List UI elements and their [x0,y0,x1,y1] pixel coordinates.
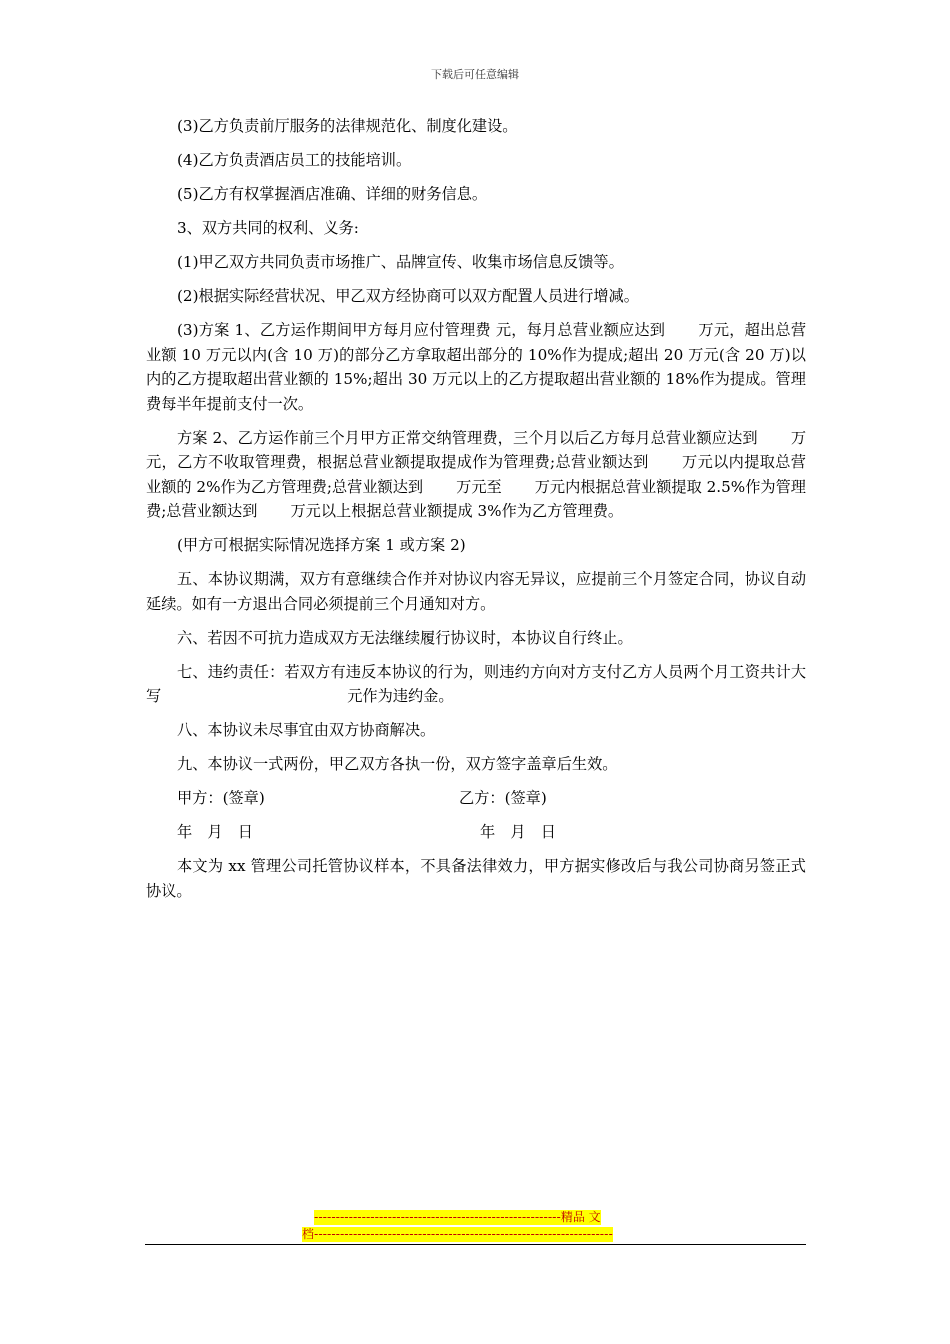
clause-7-liability [146,660,806,709]
party-b-signature: 乙方：(签章) [459,789,547,807]
clause-8-misc: 八、本协议未尽事宜由双方协商解决。 [177,721,436,739]
footer-watermark-line2: 档--------------------------------------------------------------------- [302,1227,613,1241]
plan-2-part-f: 万元以上根据总营业额提成 3%作为乙方管理费。 [290,502,624,520]
disclaimer-paragraph: 本文为 xx 管理公司托管协议样本，不具备法律效力，甲方据实修改后与我公司协商另签正式协议。 [146,857,806,900]
plan-choice-note: (甲方可根据实际情况选择方案 1 或方案 2) [177,536,466,554]
date-row [146,820,806,845]
document-body [146,114,806,913]
plan-1-part-b: 万元，超出总营业额 10 万元以内(含 10 万)的部分乙方拿取超出部分的 10%作为提成;超出 20 万元(含 20 万)以内的乙方提取超出营业额的 15%;超出 30 万元以上的乙方提取超出营业额的 18%作为提成。管理费每半年提前支付一次。 [146,321,807,413]
plan-2-paragraph [146,426,806,524]
footer-watermark-line1: ---------------------------------------------------------精品 文 [314,1210,601,1224]
paragraph-5-finance: (5)乙方有权掌握酒店准确、详细的财务信息。 [177,185,488,203]
clause-7-part-a: 七、违约责任：若双方有违反本协议的行为，则违约方向对方支付乙方人员两个月工资共计大写 [146,662,806,705]
footer-divider [145,1244,806,1245]
plan-2-part-a: 方案 2、乙方运作前三个月甲方正常交纳管理费，三个月以后乙方每月总营业额应达到 [177,428,758,447]
plan-1-part-a: (3)方案 1、乙方运作期间甲方每月应付管理费 元，每月总营业额应达到 [177,321,666,339]
clause-6-force-majeure: 六、若因不可抗力造成双方无法继续履行协议时，本协议自行终止。 [177,628,633,647]
party-b-date: 年 月 日 [480,823,556,841]
signature-row [146,786,806,811]
paragraph-2-staffing: (2)根据实际经营状况、甲乙双方经协商可以双方配置人员进行增减。 [177,287,639,305]
clause-5-renewal: 五、本协议期满，双方有意继续合作并对协议内容无异议，应提前三个月签定合同，协议自动延续。如有一方退出合同必须提前三个月通知对方。 [146,570,806,613]
paragraph-1-marketing: (1)甲乙双方共同负责市场推广、品牌宣传、收集市场信息反馈等。 [177,253,624,271]
plan-1-paragraph [146,318,806,416]
paragraph-3-front-desk: (3)乙方负责前厅服务的法律规范化、制度化建设。 [177,117,518,135]
clause-7-part-b: 元作为违约金。 [347,687,454,705]
party-a-signature: 甲方：(签章) [177,789,265,807]
plan-2-part-c: 万元以内提取总营业额的 2%作为乙方管理费;总营业额达到 [146,453,806,496]
clause-9-copies: 九、本协议一式两份，甲乙双方各执一份，双方签字盖章后生效。 [177,755,618,773]
header-note: 下载后可任意编辑 [431,68,519,81]
plan-2-part-b: 万元，乙方不收取管理费，根据总营业额提取提成作为管理费;总营业额达到 [146,428,806,471]
section-3-heading: 3、双方共同的权利、义务: [177,219,359,237]
plan-2-part-d: 万元至 [456,477,502,496]
paragraph-4-training: (4)乙方负责酒店员工的技能培训。 [177,151,412,169]
party-a-date: 年 月 日 [177,823,253,841]
plan-2-part-e: 万元内根据总营业额提取 2.5%作为管理费;总营业额达到 [146,477,806,520]
